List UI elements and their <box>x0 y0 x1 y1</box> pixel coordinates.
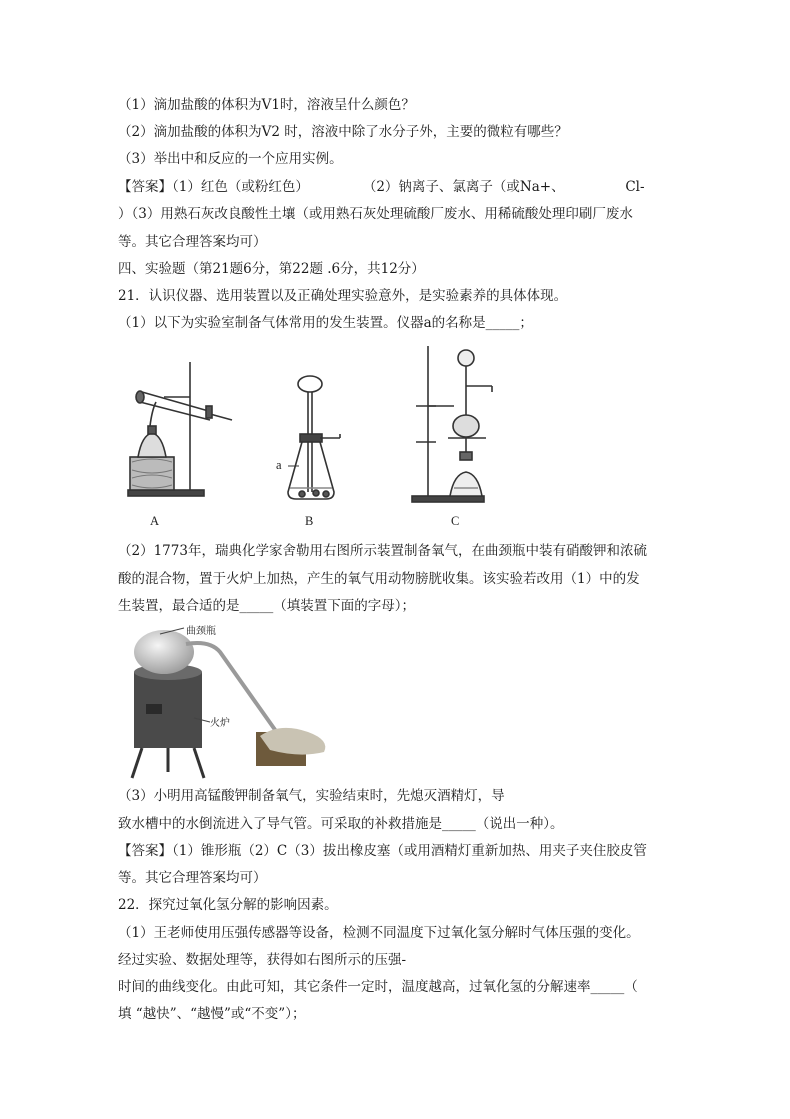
caption-apparatus-b: B <box>305 514 314 528</box>
answer-line-2: ）（3）用熟石灰改良酸性土壤（或用熟石灰处理硫酸厂废水、用稀硫酸处理印刷厂废水 <box>118 206 633 222</box>
question-21-part2-line3: 生装置，最合适的是_____（填装置下面的字母）； <box>118 598 415 614</box>
question-21-part3-line1: （3）小明用高锰酸钾制备氧气，实验结束时，先熄灭酒精灯，导 <box>118 788 505 804</box>
apparatus-a-drawing <box>128 362 232 496</box>
question-21-part3-line2: 致水槽中的水倒流进入了导气管。可采取的补救措施是_____（说出一种）。 <box>118 816 564 832</box>
answer-line-1: 【答案】（1）红色（或粉红色） （2）钠离子、氯离子（或Na+、 Cl- <box>118 179 645 195</box>
apparatus-b-drawing <box>288 376 340 499</box>
label-a: a <box>276 458 282 472</box>
question-22-part1-line1: （1）王老师使用压强传感器等设备，检测不同温度下过氧化氢分解时气体压强的变化。 <box>118 925 640 941</box>
question-21-part2-line2: 酸的混合物，置于火炉上加热，产生的氧气用动物膀胱收集。该实验若改用（1）中的发 <box>118 571 640 587</box>
question-21-part1: （1）以下为实验室制备气体常用的发生装置。仪器a的名称是_____； <box>118 315 533 331</box>
retort-furnace-figure <box>120 622 356 780</box>
caption-apparatus-a: A <box>150 514 160 528</box>
answer-21-line1: 【答案】（1）锥形瓶（2）C（3）拔出橡皮塞（或用酒精灯重新加热、用夹子夹住胶皮管 <box>118 843 647 859</box>
label-furnace: 火炉 <box>210 718 230 729</box>
question-line-1: （1）滴加盐酸的体积为V1时，溶液呈什么颜色？ <box>118 97 415 113</box>
question-22-title: 22．探究过氧化氢分解的影响因素。 <box>118 897 338 913</box>
question-line-3: （3）举出中和反应的一个应用实例。 <box>118 151 343 167</box>
label-retort-flask: 曲颈瓶 <box>186 626 216 637</box>
question-22-part1-line4: 填 “越快”、“越慢”或“不变”）； <box>118 1006 306 1022</box>
answer-21-line2: 等。其它合理答案均可） <box>118 870 267 886</box>
caption-apparatus-c: C <box>451 514 460 528</box>
apparatus-figure <box>120 342 500 534</box>
question-22-part1-line3: 时间的曲线变化。由此可知，其它条件一定时，温度越高，过氧化氢的分解速率_____（ <box>118 979 638 995</box>
question-line-2: （2）滴加盐酸的体积为V2 时，溶液中除了水分子外，主要的微粒有哪些？ <box>118 124 568 140</box>
question-21-title: 21．认识仪器、选用装置以及正确处理实验意外，是实验素养的具体体现。 <box>118 288 568 304</box>
answer-line-3: 等。其它合理答案均可） <box>118 234 267 250</box>
section-heading: 四、实验题（第21题6分，第22题 .6分，共12分） <box>118 261 425 277</box>
question-21-part2-line1: （2）1773年，瑞典化学家舍勒用右图所示装置制备氧气，在曲颈瓶中装有硝酸钾和浓硫 <box>118 543 647 559</box>
apparatus-c-drawing <box>412 346 492 502</box>
question-22-part1-line2: 经过实验、数据处理等，获得如右图所示的压强- <box>118 952 407 968</box>
